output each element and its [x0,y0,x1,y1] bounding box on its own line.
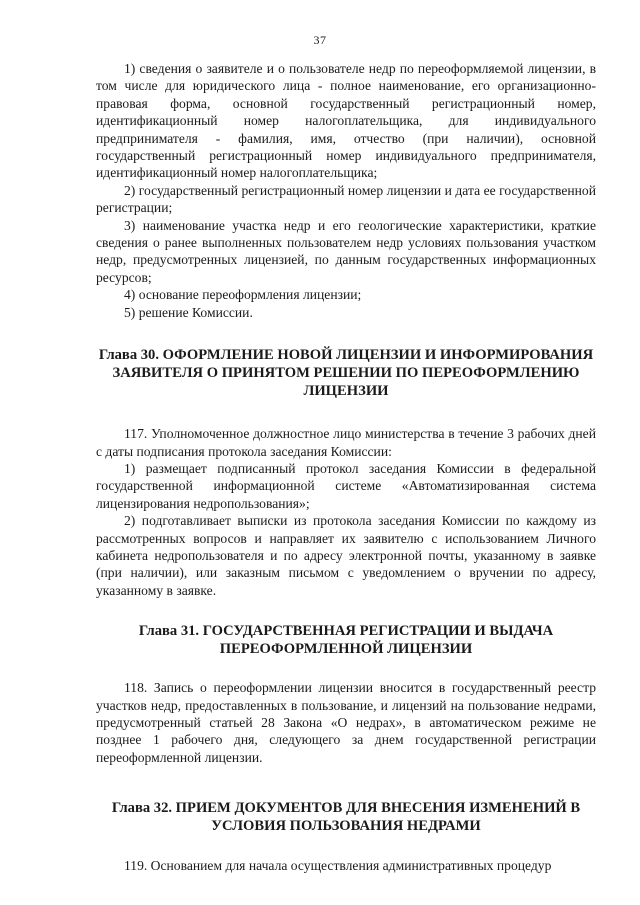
list-item-commission-decision: 5) решение Комиссии. [124,304,253,320]
paragraph-117-item-2: 2) подготавливает выписки из протокола заседания Комиссии по каждому из рассмотренных вопросов и направляет их заявителю с использованием Личного кабинета недропользователя и по адресу электронной почты, указанному в заявке (при наличии), или заказным письмом с уведомлением о вручении по адресу, указанному в заявке. [96,513,596,598]
paragraph-117-item-1: 1) размещает подписанный протокол заседания Комиссии в федеральной государственной информационной системе «Автоматизированная система лицензирования недропользования»; [96,460,596,511]
paragraph-118: 118. Запись о переоформлении лицензии вносится в государственный реестр участков недр, предоставленных в пользование, и лицензий на пользование недрами, предусмотренный статьей 28 Закона «О недрах», в автоматическом режиме не позднее 1 рабочего дня, следующего за днем государственной регистрации переоформленной лицензии. [96,680,596,765]
paragraph-117: 117. Уполномоченное должностное лицо министерства в течение 3 рабочих дней с даты подписания протокола заседания Комиссии: [96,426,596,459]
page-number: 37 [313,33,327,47]
page-content [96,60,596,875]
chapter-32-heading: Глава 32. ПРИЕМ ДОКУМЕНТОВ ДЛЯ ВНЕСЕНИЯ ИЗМЕНЕНИЙ В УСЛОВИЯ ПОЛЬЗОВАНИЯ НЕДРАМИ [111,800,581,835]
list-item-registration-number: 2) государственный регистрационный номер лицензии и дата ее государственной регистрации; [96,182,596,216]
list-item-subsoil-plot: 3) наименование участка недр и его геологические характеристики, краткие сведения о ранее выполненных пользователем недр условиях пользования участком недр, предусмотренных лицензией, по данным государственных информационных ресурсов; [96,217,596,285]
list-item-applicant-info: 1) сведения о заявителе и о пользователе недр по переоформляемой лицензии, в том числе для юридического лица - полное наименование, его организационно-правовая форма, основной государственный регистрационный номер, идентификационный номер налогоплательщика, для индивидуального предпринимателя - фамилия, имя, отчество (при наличии), основной государственный регистрационный номер индивидуального предпринимателя, идентификационный номер налогоплательщика; [96,61,596,181]
chapter-31-heading: Глава 31. ГОСУДАРСТВЕННАЯ РЕГИСТРАЦИИ И ВЫДАЧА ПЕРЕОФОРМЛЕННОЙ ЛИЦЕНЗИИ [138,623,554,658]
list-item-reissue-basis: 4) основание переоформления лицензии; [124,287,362,303]
paragraph-119: 119. Основанием для начала осуществления административных процедур [124,858,552,874]
chapter-30-heading: Глава 30. ОФОРМЛЕНИЕ НОВОЙ ЛИЦЕНЗИИ И ИНФОРМИРОВАНИЯ ЗАЯВИТЕЛЯ О ПРИНЯТОМ РЕШЕНИИ ПО ПЕРЕОФОРМЛЕНИЮ ЛИЦЕНЗИИ [98,347,594,400]
